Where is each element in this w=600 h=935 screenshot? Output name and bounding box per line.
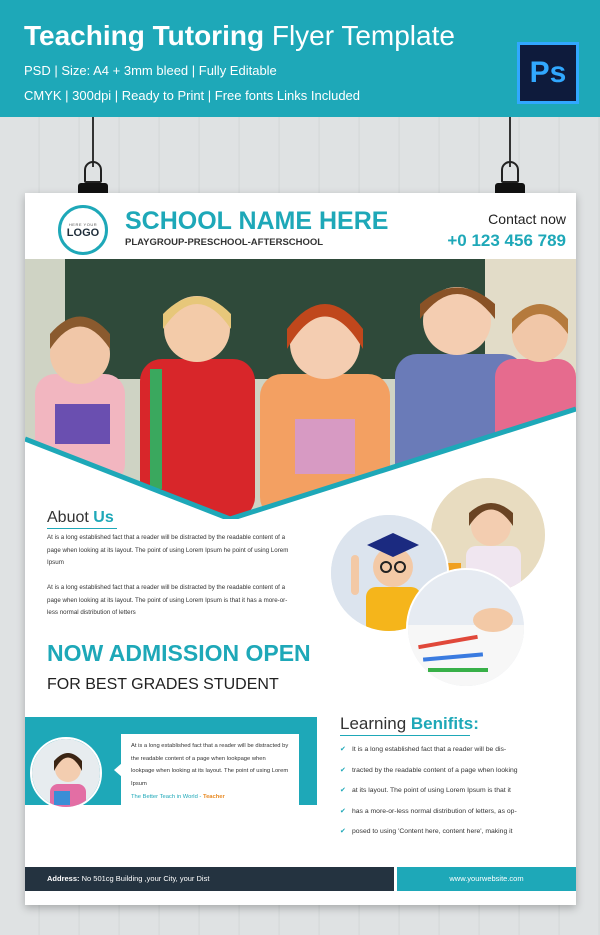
check-icon: ✔: [340, 746, 346, 753]
contact-phone: +0 123 456 789: [447, 231, 566, 250]
about-paragraph-2: At is a long established fact that a reader will be distracted by the readable content of a page when looking at its layout. The point of using Lorem Ipsum is that it has a more-or-less normal distribution of letters: [47, 584, 288, 616]
about-underline: [47, 528, 117, 529]
testimonial-box: [25, 717, 317, 805]
benefit-text: at its layout. The point of using Lorem Ipsum is that it: [352, 787, 511, 795]
header-band: [0, 0, 600, 117]
about-paragraph-1: At is a long established fact that a reader will be distracted by the readable content of a page when looking at its layout. The point of using Lorem Ipsum he point of using Lorem Ipsum: [47, 534, 289, 566]
check-icon: ✔: [340, 828, 346, 836]
about-heading: [47, 509, 114, 527]
about-heading-accent: Us: [93, 509, 114, 526]
benefit-text: It is a long established fact that a reader will be dis-: [352, 746, 507, 753]
logo-small-text: HERE YOUR: [68, 221, 98, 227]
list-item: [340, 822, 565, 843]
teacher-illustration: [32, 739, 102, 809]
list-item: [340, 802, 565, 823]
drawing-hands-illustration: [408, 570, 526, 688]
school-subtitle: PLAYGROUP-PRESCHOOL-AFTERSCHOOL: [125, 237, 324, 248]
footer-website: www.yourwebsite.com: [397, 867, 576, 891]
benefit-text: has a more-or-less normal distribution of letters, as op-: [352, 807, 517, 815]
benefit-text: posed to using 'Content here, content here', making it: [352, 828, 513, 836]
title-bold: Teaching Tutoring: [24, 20, 265, 51]
check-icon: ✔: [340, 807, 346, 815]
address-label: Address:: [47, 874, 80, 883]
testimonial-card: [121, 734, 299, 815]
list-item: [340, 781, 565, 802]
benefit-text: tracted by the readable content of a page when looking: [352, 766, 518, 774]
about-heading-plain: Abuot: [47, 509, 94, 526]
signature-bold: Teacher: [202, 794, 225, 800]
grades-subheading: FOR BEST GRADES STUDENT: [47, 676, 279, 693]
teacher-avatar: [30, 737, 102, 809]
benefits-list: [340, 740, 565, 843]
benefits-heading-plain: Learning: [340, 714, 411, 733]
photoshop-icon: Ps: [517, 42, 579, 104]
list-item: [340, 761, 565, 782]
logo: [58, 205, 108, 255]
page-title: [24, 20, 455, 52]
flyer: [25, 193, 576, 905]
check-icon: ✔: [340, 787, 346, 795]
signature-plain: The Better Teach in World -: [131, 794, 203, 800]
title-light: Flyer Template: [271, 20, 455, 51]
testimonial-text: At is a long established fact that a reader will be distracted by the readable content of a page when lookpage when lookpage when looking at its layout. The point of using Lorem Ipsum: [131, 743, 289, 787]
benefits-heading-accent: Benifits:: [410, 714, 479, 733]
testimonial-signature: [131, 794, 289, 800]
contact-label: Contact now: [488, 211, 566, 227]
admission-heading: NOW ADMISSION OPEN: [47, 640, 311, 666]
check-icon: ✔: [340, 766, 346, 774]
benefits-heading: [340, 714, 479, 734]
meta-line-1: PSD | Size: A4 + 3mm bleed | Fully Editable: [24, 63, 277, 78]
meta-line-2: CMYK | 300dpi | Ready to Print | Free fonts Links Included: [24, 88, 361, 103]
logo-main-text: LOGO: [66, 226, 100, 239]
list-item: [340, 740, 565, 761]
school-name: SCHOOL NAME HERE: [125, 207, 389, 235]
address-value: No 501cg Building ,your City, your Dist: [79, 874, 210, 883]
photo-drawing-hands: [406, 568, 526, 688]
benefits-underline: [340, 735, 470, 736]
footer-address: [25, 867, 394, 891]
